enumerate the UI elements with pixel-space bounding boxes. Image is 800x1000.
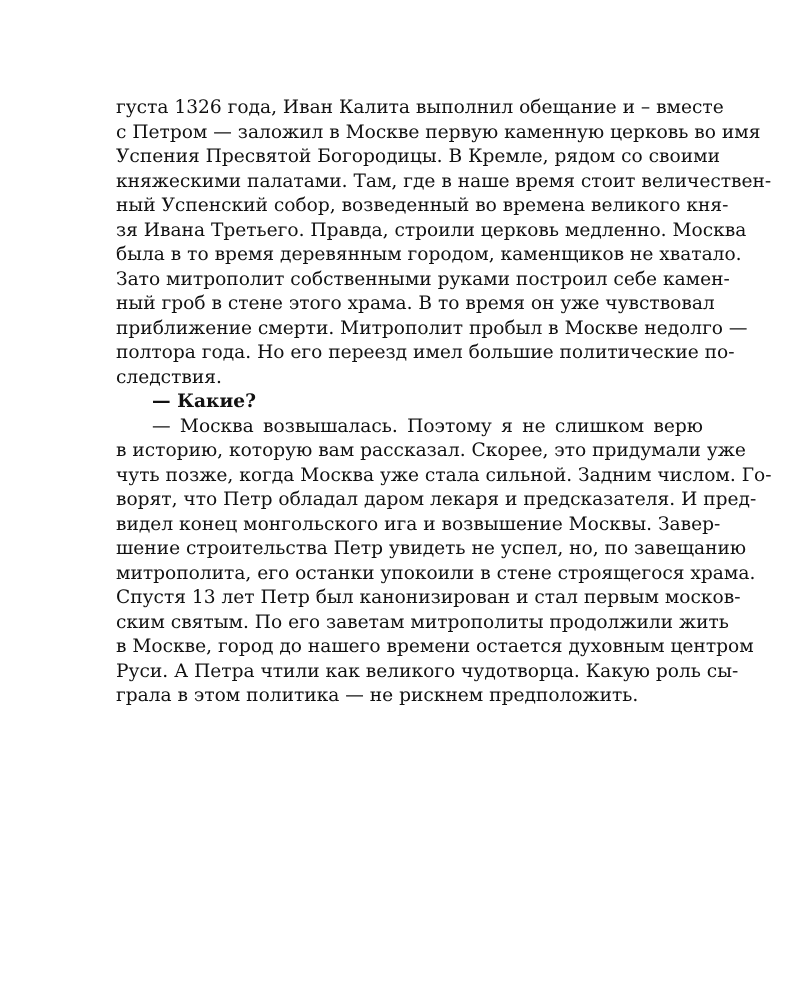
text-line: грала в этом политика — не рискнем предположить. bbox=[116, 685, 639, 706]
text-line: Зато митрополит собственными руками построил себе камен- bbox=[116, 268, 730, 290]
paragraph-1 bbox=[116, 96, 772, 390]
text-line: — Москва возвышалась. Поэтому я не слишком верю bbox=[152, 415, 703, 437]
text-line: видел конец монгольского ига и возвышение Москвы. Завер- bbox=[116, 513, 721, 535]
text-line: Успения Пресвятой Богородицы. В Кремле, рядом со своими bbox=[116, 146, 720, 167]
text-line: ный гроб в стене этого храма. В то время он уже чувствовал bbox=[116, 293, 715, 314]
text-line: Спустя 13 лет Петр был канонизирован и стал первым москов- bbox=[116, 587, 741, 608]
text-line: шение строительства Петр увидеть не успел, но, по завещанию bbox=[116, 538, 747, 559]
text-line: ским святым. По его заветам митрополиты продолжили жить bbox=[116, 611, 729, 633]
text-line: следствия. bbox=[116, 366, 222, 388]
text-line: княжескими палатами. Там, где в наше время стоит величествен- bbox=[116, 170, 772, 192]
text-line: с Петром — заложил в Москве первую каменную церковь во имя bbox=[116, 121, 761, 143]
text-line: полтора года. Но его переезд имел большие политические по- bbox=[116, 342, 735, 363]
text-line: ный Успенский собор, возведенный во времена великого кня- bbox=[116, 195, 729, 216]
text-line: в историю, которую вам рассказал. Скорее, это придумали уже bbox=[116, 440, 746, 461]
paragraph-3 bbox=[116, 415, 772, 709]
paragraph-2 bbox=[116, 390, 703, 415]
text-line: густа 1326 года, Иван Калита выполнил обещание и – вместе bbox=[116, 97, 724, 118]
text-line: ворят, что Петр обладал даром лекаря и предсказателя. И пред- bbox=[116, 489, 757, 510]
text-line: чуть позже, когда Москва уже стала сильной. Задним числом. Го- bbox=[116, 464, 772, 486]
text-line: была в то время деревянным городом, каменщиков не хватало. bbox=[116, 244, 742, 265]
text-line: зя Ивана Третьего. Правда, строили церковь медленно. Москва bbox=[116, 219, 747, 241]
text-line: приближение смерти. Митрополит пробыл в Москве недолго — bbox=[116, 317, 748, 339]
dialogue-question: — Какие? bbox=[152, 391, 256, 412]
text-line: в Москве, город до нашего времени остается духовным центром bbox=[116, 636, 754, 657]
text-line: Руси. А Петра чтили как великого чудотворца. Какую роль сы- bbox=[116, 660, 739, 682]
page-text bbox=[116, 96, 772, 709]
text-line: митрополита, его останки упокоили в стене строящегося храма. bbox=[116, 562, 756, 584]
